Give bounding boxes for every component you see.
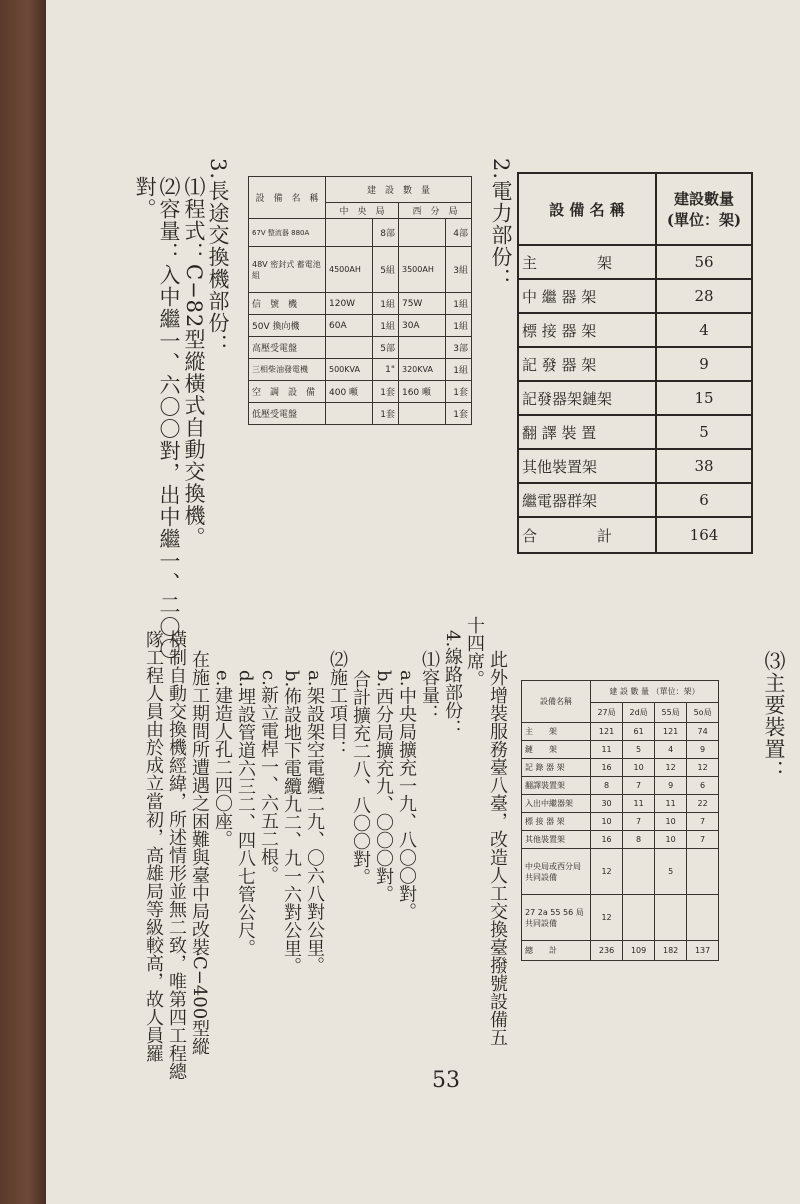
table-cell: 137	[687, 941, 719, 961]
table-header: 西 分 局	[398, 203, 471, 219]
table-cell: 1套	[445, 381, 471, 403]
table-cell: 其他裝置架	[518, 449, 656, 483]
table-header: 建設數量	[673, 190, 734, 208]
table-cell: 1套	[445, 403, 471, 425]
table-header: 建 設 數 量 （單位：架）	[591, 681, 719, 703]
table-cell: 其他裝置架	[522, 831, 591, 849]
table-cell: 翻譯裝置架	[522, 777, 591, 795]
table-cell: 75W	[398, 293, 445, 315]
body-text-line: d.埋設管道六三二、四八七管公尺。	[235, 670, 256, 958]
table-cell: 10	[623, 759, 655, 777]
table-row	[518, 313, 752, 347]
table-row	[518, 381, 752, 415]
table-cell: 7	[687, 831, 719, 849]
table-row	[522, 777, 719, 795]
table-cell: 記 錄 器 架	[522, 759, 591, 777]
table-row	[249, 315, 472, 337]
table-cell: 27 2a 55 56 局共同設備	[522, 895, 591, 941]
power-equipment-table	[248, 176, 472, 425]
table-cell: 10	[591, 813, 623, 831]
body-text-line: b.西分局擴充九、〇〇〇對。	[373, 670, 394, 904]
table-cell: 500KVA	[326, 359, 373, 381]
table-header: 建 設 數 量	[326, 177, 472, 203]
section4-title: 4.線路部份：	[442, 630, 463, 738]
table-row	[522, 759, 719, 777]
table-header: 5o局	[687, 703, 719, 723]
table-cell: 11	[591, 741, 623, 759]
table-row	[522, 831, 719, 849]
table-cell: 1套	[372, 403, 398, 425]
table-row	[522, 813, 719, 831]
table-cell	[326, 219, 373, 247]
table-cell	[687, 895, 719, 941]
section3-title: 3.長途交換機部份：	[206, 158, 230, 357]
body-text-line: e.建造人孔二四〇座。	[212, 670, 233, 849]
table-cell: 74	[687, 723, 719, 741]
table-cell: 7	[687, 813, 719, 831]
table-cell	[326, 403, 373, 425]
table-cell: 12	[655, 759, 687, 777]
body-text-line: 合計擴充二八、八〇〇對。	[350, 670, 371, 886]
table-cell: 56	[656, 245, 752, 279]
table-header: 2d局	[623, 703, 655, 723]
table-cell: 鏈 架	[522, 741, 591, 759]
table-header: (單位：架)	[666, 211, 742, 229]
table-row	[518, 279, 752, 313]
table-row	[249, 247, 472, 293]
table-cell	[398, 219, 445, 247]
table-cell: 中央局或西分局共同設備	[522, 849, 591, 895]
power-heading: 2.電力部份：	[489, 158, 513, 291]
body-text-line: 此外增裝服務臺八臺，改造人工交換臺撥號設備五	[487, 650, 508, 1046]
table-cell: 5	[656, 415, 752, 449]
table-cell: 5	[623, 741, 655, 759]
table-cell: 121	[591, 723, 623, 741]
table-cell: 12	[591, 895, 623, 941]
table-cell: 1組	[372, 293, 398, 315]
table-cell	[326, 337, 373, 359]
table-cell: 182	[655, 941, 687, 961]
table-cell: 67V 整流器 880A	[249, 219, 326, 247]
table-row	[249, 381, 472, 403]
table-cell: 翻 譯 裝 置	[518, 415, 656, 449]
body-text-line: c.新立電桿一、六五二根。	[258, 670, 279, 884]
table-cell: 320KVA	[398, 359, 445, 381]
table-cell: 主 架	[522, 723, 591, 741]
table-row	[249, 403, 472, 425]
table-cell: 4部	[445, 219, 471, 247]
main-equipment-table	[521, 680, 719, 961]
table-cell	[655, 895, 687, 941]
table-cell: 7	[623, 813, 655, 831]
table-cell: 30	[591, 795, 623, 813]
table-cell: 9	[655, 777, 687, 795]
table-cell	[398, 403, 445, 425]
table-header: 設備名稱	[522, 681, 591, 723]
table-row	[522, 895, 719, 941]
body-text-line: a.架設架空電纜二九、〇六八對公里。	[304, 670, 325, 975]
body-text-line: 隊工程人員由於成立當初，高雄局等級較高，故人員羅	[143, 630, 164, 1062]
table-cell: 7	[623, 777, 655, 795]
table-cell: 1組	[372, 315, 398, 337]
table-cell: 3部	[445, 337, 471, 359]
table-row	[518, 415, 752, 449]
section3-item1: ⑴程式：C−82型縱橫式自動交換機。	[182, 176, 206, 549]
table-cell: 22	[687, 795, 719, 813]
equipment-quantity-table	[517, 172, 753, 554]
table-cell: 12	[591, 849, 623, 895]
table-row	[522, 849, 719, 895]
table-cell: 30A	[398, 315, 445, 337]
table-cell: 164	[656, 517, 752, 553]
table-cell: 9	[656, 347, 752, 381]
table-cell: 標 接 器 架	[522, 813, 591, 831]
table-cell: 6	[656, 483, 752, 517]
table-cell: 10	[655, 831, 687, 849]
table-cell: 記發器架鏈架	[518, 381, 656, 415]
table-row	[249, 293, 472, 315]
table-cell: 8部	[372, 219, 398, 247]
table-cell: 10	[655, 813, 687, 831]
body-text-line: b.佈設地下電纜九二、九一六對公里。	[281, 670, 302, 976]
body-text-line: ⑵施工項目：	[327, 650, 348, 758]
table-cell: 4	[655, 741, 687, 759]
table-cell: 4500AH	[326, 247, 373, 293]
table-cell: 入出中繼器架	[522, 795, 591, 813]
table-cell	[398, 337, 445, 359]
table-cell: 5部	[372, 337, 398, 359]
table-cell: 121	[655, 723, 687, 741]
table-cell: 48V 密封式 蓄電池組	[249, 247, 326, 293]
table-cell	[623, 895, 655, 941]
table-cell: 12	[687, 759, 719, 777]
table-cell: 8	[591, 777, 623, 795]
table-cell: 1組	[445, 359, 471, 381]
table-row	[518, 245, 752, 279]
table-row	[518, 483, 752, 517]
table-cell	[687, 849, 719, 895]
table-cell: 1組	[445, 293, 471, 315]
table-cell: 繼電器群架	[518, 483, 656, 517]
table-cell: 4	[656, 313, 752, 347]
table-cell: 3500AH	[398, 247, 445, 293]
table-cell: 標 接 器 架	[518, 313, 656, 347]
table-row	[249, 219, 472, 247]
table-cell: 61	[623, 723, 655, 741]
table-cell: 60A	[326, 315, 373, 337]
table-cell: 6	[687, 777, 719, 795]
table-header: 設 備 名 稱	[518, 173, 656, 245]
table-cell: 低壓受電盤	[249, 403, 326, 425]
table-cell: 1組	[445, 315, 471, 337]
table-row	[249, 337, 472, 359]
table-row	[522, 723, 719, 741]
table-cell: 9	[687, 741, 719, 759]
table-cell: 合 計	[518, 517, 656, 553]
book-spine	[0, 0, 46, 1204]
main-equipment-heading: ⑶主要裝置：	[762, 650, 786, 782]
table-cell: 11	[623, 795, 655, 813]
table-cell: 400 噸	[326, 381, 373, 403]
table-cell: 15	[656, 381, 752, 415]
table-cell: 1套	[372, 381, 398, 403]
table-cell: 38	[656, 449, 752, 483]
body-text-line: a.中央局擴充一九、八〇〇對。	[396, 670, 417, 921]
table-header: 設 備 名 稱	[249, 177, 326, 219]
table-cell: 236	[591, 941, 623, 961]
section3-item2-cont: 對。	[133, 176, 157, 220]
table-cell: 8	[623, 831, 655, 849]
table-cell: 109	[623, 941, 655, 961]
table-cell: 空 調 設 備	[249, 381, 326, 403]
table-header: 中 央 局	[326, 203, 399, 219]
table-cell: 16	[591, 831, 623, 849]
table-header: 55局	[655, 703, 687, 723]
body-text-line: 橫制自動交換機經緯，所述情形並無二致，唯第四工程總	[166, 630, 187, 1080]
table-row	[518, 517, 752, 553]
table-cell: 11	[655, 795, 687, 813]
table-row	[249, 359, 472, 381]
table-row	[522, 941, 719, 961]
page-number: 53	[432, 1068, 460, 1093]
table-cell: 16	[591, 759, 623, 777]
table-cell: 主 架	[518, 245, 656, 279]
table-cell: 120W	[326, 293, 373, 315]
section3-item2: ⑵容量：入中繼一、六〇〇對，出中繼一、二〇〇	[157, 176, 181, 660]
table-cell: 3組	[445, 247, 471, 293]
table-cell: 160 噸	[398, 381, 445, 403]
table-cell: 記 發 器 架	[518, 347, 656, 381]
table-row	[522, 795, 719, 813]
table-cell: 總 計	[522, 941, 591, 961]
table-cell: 1"	[372, 359, 398, 381]
table-cell: 信 號 機	[249, 293, 326, 315]
body-text-line: 十四席。	[464, 616, 485, 688]
table-row	[518, 449, 752, 483]
table-cell	[623, 849, 655, 895]
table-cell: 5組	[372, 247, 398, 293]
table-cell: 50V 換向機	[249, 315, 326, 337]
body-text-line: ⑴容量：	[419, 650, 440, 722]
table-cell: 三相柴油發電機	[249, 359, 326, 381]
table-cell: 28	[656, 279, 752, 313]
table-cell: 高壓受電盤	[249, 337, 326, 359]
table-row	[518, 347, 752, 381]
body-text-line: 在施工期間所遭遇之困難與臺中局改裝C−400型縱	[189, 650, 210, 1056]
table-cell: 中 繼 器 架	[518, 279, 656, 313]
table-cell: 5	[655, 849, 687, 895]
table-row	[522, 741, 719, 759]
table-header: 27局	[591, 703, 623, 723]
